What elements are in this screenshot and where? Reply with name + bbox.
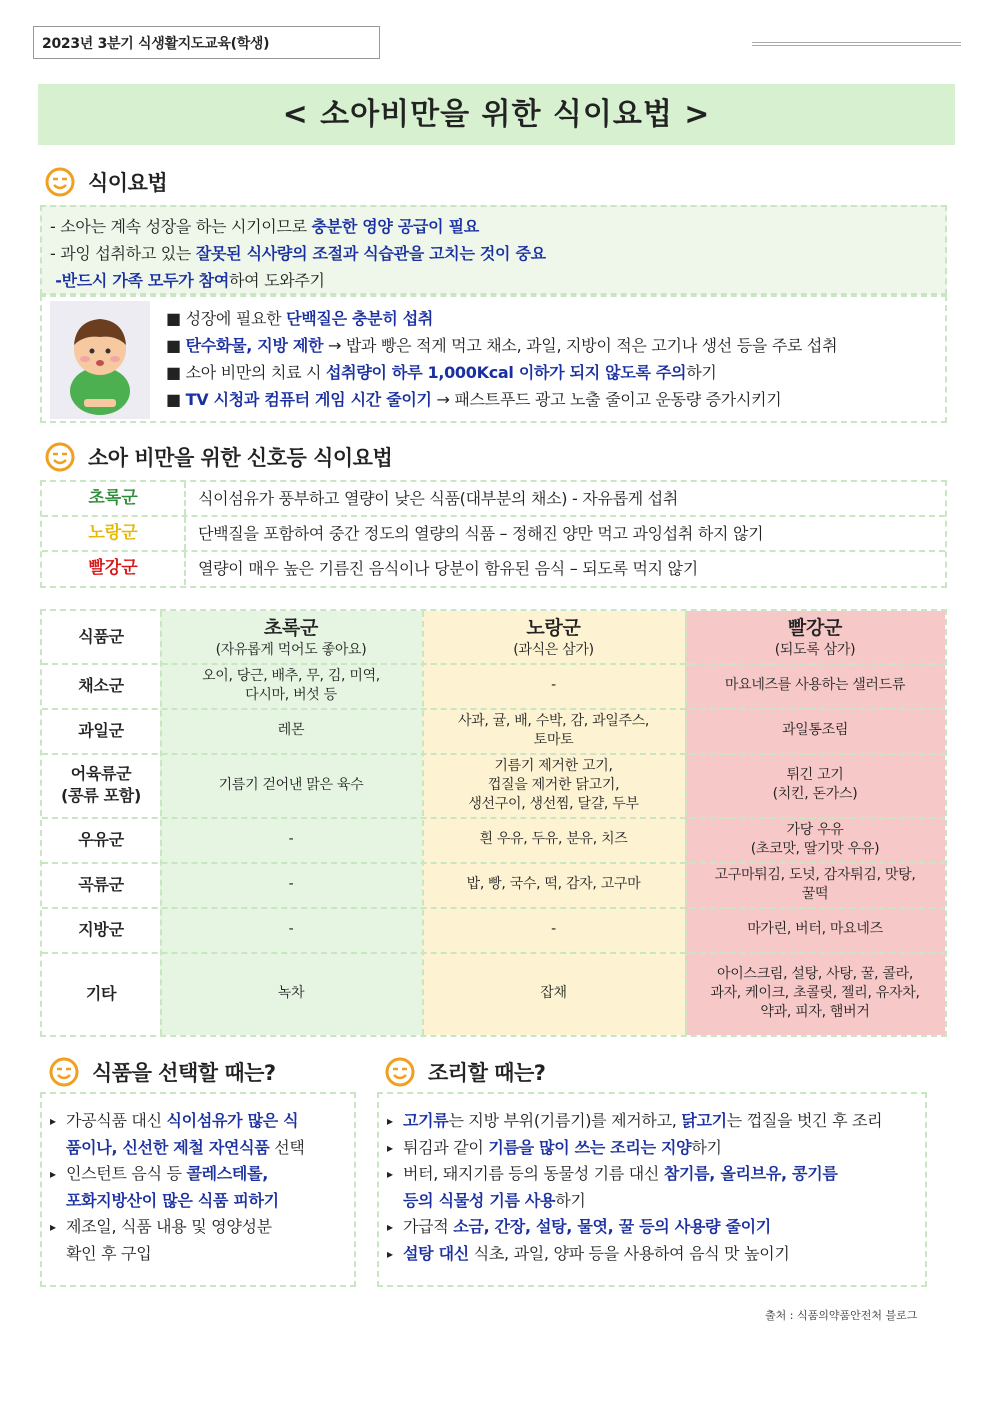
table-cell xyxy=(422,862,685,907)
body-text: 확인 후 구입 xyxy=(66,1243,152,1263)
column-title: 빨강군 xyxy=(787,617,843,639)
cell-line: 아이스크림, 설탕, 사탕, 꿀, 콜라, xyxy=(716,966,914,982)
column-header xyxy=(422,611,685,663)
row-label xyxy=(42,952,160,1035)
table-cell xyxy=(160,862,422,907)
table-cell xyxy=(685,753,945,817)
body-text: 가급적 xyxy=(403,1217,454,1236)
bullet-line xyxy=(403,1135,925,1162)
body-text: 버터, 돼지기름 등의 동물성 기름 대신 xyxy=(403,1164,664,1183)
table-cell xyxy=(422,952,685,1035)
bullet-item xyxy=(387,1241,925,1268)
highlight-text: 고기류 xyxy=(403,1111,449,1130)
smiley-icon xyxy=(44,441,76,473)
signal-group-row xyxy=(42,482,945,517)
tip-item xyxy=(166,305,837,332)
highlight-text: 포화지방산이 많은 식품 피하기 xyxy=(66,1190,279,1210)
traffic-light-groups xyxy=(40,480,947,588)
cell-line: 우유군 xyxy=(78,829,124,849)
cell-line: - xyxy=(551,677,556,693)
table-cell xyxy=(422,907,685,952)
cell-line: (콩류 포함) xyxy=(61,786,141,805)
signal-group-row xyxy=(42,517,945,552)
bullet-line xyxy=(403,1241,925,1268)
cell-line: 가당 우유 xyxy=(786,821,844,838)
table-cell xyxy=(160,907,422,952)
bullet-line xyxy=(66,1108,354,1135)
cell-line: - xyxy=(288,831,294,847)
cell-line: 생선구이, 생선찜, 달걀, 두부 xyxy=(468,795,639,812)
table-cell xyxy=(160,708,422,753)
body-text: → 패스트푸드 광고 노출 줄이고 운동량 증가시키기 xyxy=(431,390,782,409)
cell-line: 지방군 xyxy=(78,919,124,939)
cell-line: 기름기 걷어낸 맑은 육수 xyxy=(218,776,364,793)
cell-line: (치킨, 돈가스) xyxy=(772,786,858,802)
column-header xyxy=(160,611,422,663)
column-subtitle: (되도록 삼가) xyxy=(774,642,856,658)
tips-box xyxy=(40,295,947,423)
child-illustration-icon xyxy=(50,301,150,419)
cell-line: 기타 xyxy=(85,983,117,1003)
bullet-line xyxy=(66,1161,354,1188)
cell-line: 약과, 피자, 햄버거 xyxy=(760,1004,870,1020)
page-title: < 소아비만을 위한 식이요법 > xyxy=(38,84,955,145)
cell-line: 채소군 xyxy=(78,675,124,695)
cell-line: 마요네즈를 사용하는 샐러드류 xyxy=(724,677,906,693)
food-selection-box xyxy=(40,1092,356,1287)
document-label: 2023년 3분기 식생활지도교육(학생) xyxy=(33,26,380,59)
bullet-line xyxy=(403,1108,925,1135)
header-decor-lines xyxy=(752,42,961,48)
cell-line: 흰 우유, 두유, 분유, 치즈 xyxy=(479,831,628,847)
highlight-text: 단백질은 충분히 섭취 xyxy=(286,309,434,328)
highlight-text: -반드시 가족 모두가 참여 xyxy=(50,271,229,290)
cell-line: - xyxy=(551,921,556,937)
cell-line: 곡류군 xyxy=(78,874,124,894)
signal-group-name: 초록군 xyxy=(42,482,186,515)
bullet-item xyxy=(387,1135,925,1162)
table-header-label xyxy=(42,611,160,663)
tips-list xyxy=(166,305,837,413)
section-title: 소아 비만을 위한 신호등 식이요법 xyxy=(88,446,393,470)
row-label xyxy=(42,708,160,753)
cell-line: 토마토 xyxy=(533,731,574,748)
section-title: 조리할 때는? xyxy=(428,1061,546,1085)
section-title: 식품을 선택할 때는? xyxy=(92,1061,276,1085)
body-text: 가공식품 대신 xyxy=(66,1111,167,1130)
intro-box xyxy=(40,205,947,295)
column-header xyxy=(685,611,945,663)
bullet-line xyxy=(66,1135,354,1162)
row-label xyxy=(42,753,160,817)
cell-line: 튀긴 고기 xyxy=(786,767,844,783)
cell-line: 과일군 xyxy=(78,720,124,740)
row-label xyxy=(42,907,160,952)
body-text: - 과잉 섭취하고 있는 xyxy=(50,244,196,263)
cell-line: 어육류군 xyxy=(70,764,132,783)
smiley-icon xyxy=(44,166,76,198)
body-text: → 밥과 빵은 적게 먹고 채소, 과일, 지방이 적은 고기나 생선 등을 주로 섭취 xyxy=(323,336,838,355)
highlight-text: 콜레스테롤, xyxy=(186,1164,269,1183)
food-group-table xyxy=(40,609,947,1037)
bullet-item xyxy=(387,1214,925,1241)
bullet-line xyxy=(403,1214,925,1241)
table-cell xyxy=(422,817,685,862)
smiley-icon xyxy=(384,1056,416,1088)
body-text: 하기 xyxy=(555,1190,586,1210)
cell-line: - xyxy=(288,921,294,937)
body-text: - 소아는 계속 성장을 하는 시기이므로 xyxy=(50,217,312,236)
cell-line: 과일통조림 xyxy=(781,722,849,738)
highlight-text: 설탕 대신 xyxy=(403,1243,469,1263)
highlight-text: 닭고기 xyxy=(681,1111,727,1130)
signal-group-row xyxy=(42,552,945,587)
cooking-box xyxy=(377,1092,927,1287)
body-text: 하기 xyxy=(691,1137,722,1157)
table-cell xyxy=(422,708,685,753)
cell-line: - xyxy=(288,876,294,892)
bullet-item xyxy=(50,1108,354,1161)
highlight-text: 기름을 많이 쓰는 조리는 지양 xyxy=(488,1137,692,1157)
body-text: 하기 xyxy=(686,363,717,382)
table-cell xyxy=(160,952,422,1035)
body-text: 는 지방 부위(기름기)를 제거하고, xyxy=(448,1111,682,1130)
body-text: 소아 비만의 치료 시 xyxy=(185,363,327,382)
signal-group-name: 빨강군 xyxy=(42,552,186,585)
bullet-line xyxy=(403,1161,925,1188)
highlight-text: 잘못된 식사량의 조절과 식습관을 고치는 것이 중요 xyxy=(195,244,546,263)
highlight-text: 참기름, 올리브유, 콩기름 xyxy=(663,1164,838,1183)
cooking-list xyxy=(387,1108,925,1267)
highlight-text: 품이나, 신선한 제철 자연식품 xyxy=(66,1137,270,1157)
cell-line: 오이, 당근, 배추, 무, 김, 미역, xyxy=(202,667,380,684)
bullet-line xyxy=(66,1241,354,1268)
smiley-icon xyxy=(48,1056,80,1088)
signal-group-name: 노랑군 xyxy=(42,517,186,550)
bullet-item xyxy=(50,1161,354,1214)
highlight-text: 충분한 영양 공급이 필요 xyxy=(311,217,479,236)
body-text: 식초, 과일, 양파 등을 사용하여 음식 맛 높이기 xyxy=(468,1243,790,1263)
section-heading-diet xyxy=(44,166,167,198)
column-title: 노랑군 xyxy=(526,617,581,639)
tip-item xyxy=(166,359,837,386)
highlight-text: 탄수화물, 지방 제한 xyxy=(185,336,324,355)
table-cell xyxy=(160,817,422,862)
table-cell xyxy=(685,708,945,753)
cell-line: 식품군 xyxy=(78,627,124,646)
bullet-item xyxy=(387,1161,925,1214)
column-title: 초록군 xyxy=(263,617,319,639)
section-heading-traffic-light xyxy=(44,441,392,473)
cell-line: 레몬 xyxy=(277,722,305,738)
table-cell xyxy=(685,907,945,952)
signal-group-desc: 단백질을 포함하여 중간 정도의 열량의 식품 – 정해진 양만 먹고 과잉섭취 하지 않기 xyxy=(198,524,764,543)
body-text: 선택 xyxy=(269,1137,305,1157)
cell-line: 과자, 케이크, 초콜릿, 젤리, 유자차, xyxy=(710,985,920,1001)
highlight-text: 섭취량이 하루 1,000Kcal 이하가 되지 않도록 주의 xyxy=(326,363,687,382)
table-cell xyxy=(685,817,945,862)
section-heading-cooking xyxy=(384,1056,545,1088)
bullet-line xyxy=(66,1214,354,1241)
bullet-line xyxy=(403,1188,925,1215)
cell-line: 꿀떡 xyxy=(801,885,829,902)
bullet-item xyxy=(387,1108,925,1135)
cell-line: 잡채 xyxy=(540,985,567,1001)
tip-item xyxy=(166,332,837,359)
body-text: 하여 도와주기 xyxy=(228,271,325,290)
cell-line: 기름기 제거한 고기, xyxy=(494,757,613,774)
cell-line: 마가린, 버터, 마요네즈 xyxy=(747,921,883,937)
highlight-text: 등의 식물성 기름 사용 xyxy=(403,1190,556,1210)
section-title: 식이요법 xyxy=(88,171,168,195)
highlight-text: 소금, 간장, 설탕, 물엿, 꿀 등의 사용량 줄이기 xyxy=(453,1217,771,1236)
body-text: 성장에 필요한 xyxy=(185,309,287,328)
row-label xyxy=(42,862,160,907)
body-text: 인스턴트 음식 등 xyxy=(66,1164,187,1183)
cell-line: 껍질을 제거한 닭고기, xyxy=(487,776,620,793)
cell-line: 녹차 xyxy=(277,985,305,1001)
table-cell xyxy=(160,663,422,708)
table-cell xyxy=(160,753,422,817)
highlight-text: 식이섬유가 많은 식 xyxy=(166,1111,299,1130)
cell-line: 사과, 귤, 배, 수박, 감, 과일주스, xyxy=(457,712,650,729)
body-text: 튀김과 같이 xyxy=(403,1137,489,1157)
tip-item xyxy=(166,386,837,413)
bullet-item xyxy=(50,1214,354,1267)
cell-line: (초코맛, 딸기맛 우유) xyxy=(750,840,880,857)
cell-line: 다시마, 버섯 등 xyxy=(245,686,337,703)
cell-line: 밥, 빵, 국수, 떡, 감자, 고구마 xyxy=(466,876,641,892)
intro-line xyxy=(50,240,937,267)
column-subtitle: (과식은 삼가) xyxy=(513,642,594,658)
intro-line xyxy=(50,267,937,294)
section-heading-food-selection xyxy=(48,1056,276,1088)
highlight-text: TV 시청과 컴퓨터 게임 시간 줄이기 xyxy=(185,390,432,409)
row-label xyxy=(42,663,160,708)
bullet-line xyxy=(66,1188,354,1215)
source-credit: 출처 : 식품의약품안전처 블로그 xyxy=(765,1309,918,1322)
signal-group-desc: 열량이 매우 높은 기름진 음식이나 당분이 함유된 음식 – 되도록 먹지 않기 xyxy=(198,559,698,578)
table-cell xyxy=(422,663,685,708)
intro-line xyxy=(50,213,937,240)
table-cell xyxy=(685,952,945,1035)
row-label xyxy=(42,817,160,862)
signal-group-desc: 식이섬유가 풍부하고 열량이 낮은 식품(대부분의 채소) - 자유롭게 섭취 xyxy=(198,489,679,508)
food-selection-list xyxy=(50,1108,354,1267)
body-text: 제조일, 식품 내용 및 영양성분 xyxy=(66,1217,272,1236)
column-subtitle: (자유롭게 먹어도 좋아요) xyxy=(215,642,367,658)
table-cell xyxy=(422,753,685,817)
body-text: 는 껍질을 벗긴 후 조리 xyxy=(726,1111,883,1130)
cell-line: 고구마튀김, 도넛, 감자튀김, 맛탕, xyxy=(714,866,916,883)
table-cell xyxy=(685,663,945,708)
table-cell xyxy=(685,862,945,907)
